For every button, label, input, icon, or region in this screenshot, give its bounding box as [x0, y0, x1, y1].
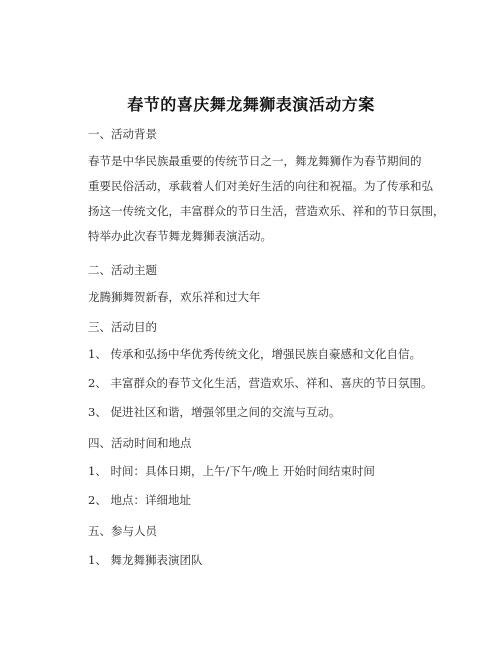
- paragraph-line: 重要民俗活动，承载着人们对美好生活的向往和祝福。为了传承和弘: [88, 179, 433, 193]
- theme-text: 龙腾狮舞贺新春，欢乐祥和过大年: [88, 290, 261, 304]
- list-item: 1、 舞龙舞狮表演团队: [88, 553, 203, 567]
- list-item: 1、 时间：具体日期，上午/下午/晚上 开始时间结束时间: [88, 464, 375, 478]
- list-item: 2、 地点：详细地址: [88, 493, 191, 507]
- list-item: 2、 丰富群众的春节文化生活，营造欢乐、祥和、喜庆的节日氛围。: [88, 376, 433, 390]
- section-heading: 五、参与人员: [88, 524, 157, 538]
- paragraph-line: 扬这一传统文化，丰富群众的节日生活，营造欢乐、祥和的节日氛围，: [88, 204, 445, 218]
- paragraph-line: 春节是中华民族最重要的传统节日之一，舞龙舞狮作为春节期间的: [88, 154, 422, 168]
- document-title: 春节的喜庆舞龙舞狮表演活动方案: [127, 95, 375, 114]
- list-item: 3、 促进社区和谐，增强邻里之间的交流与互动。: [88, 405, 341, 419]
- list-item: 1、 传承和弘扬中华优秀传统文化，增强民族自豪感和文化自信。: [88, 347, 421, 361]
- section-heading: 二、活动主题: [88, 263, 157, 277]
- paragraph-line: 特举办此次春节舞龙舞狮表演活动。: [88, 229, 272, 243]
- section-heading: 一、活动背景: [88, 127, 157, 141]
- section-heading: 四、活动时间和地点: [88, 436, 192, 450]
- section-heading: 三、活动目的: [88, 320, 157, 334]
